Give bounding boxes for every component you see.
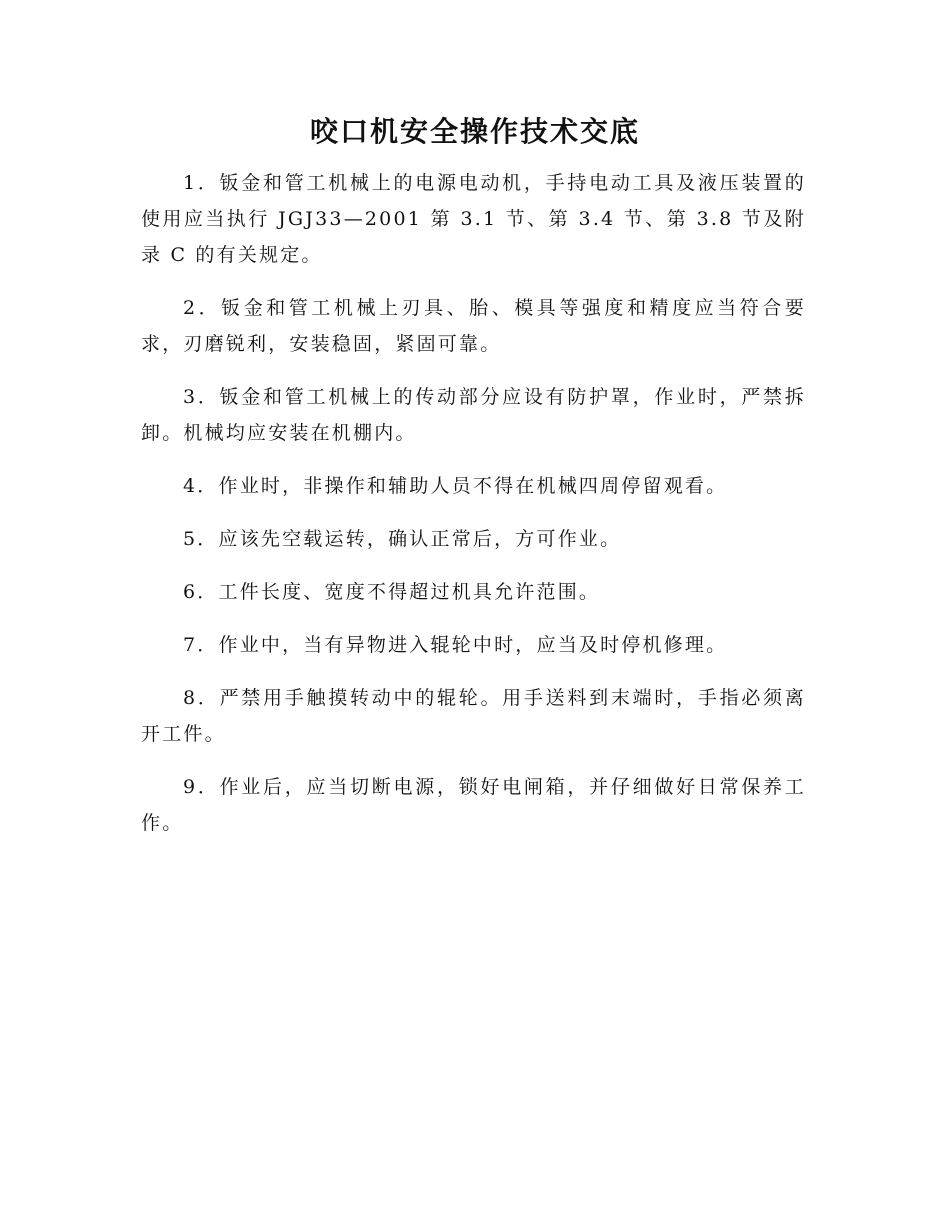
paragraph-5: 5．应该先空载运转，确认正常后，方可作业。: [183, 528, 622, 550]
paragraph-9: 9．作业后，应当切断电源，锁好电闸箱，并仔细做好日常保养工作。: [141, 776, 806, 834]
document-body: [141, 165, 806, 858]
paragraph-3: 3．钣金和管工机械上的传动部分应设有防护罩，作业时，严禁拆卸。机械均应安装在机棚内。: [141, 386, 806, 444]
paragraph-2: 2．钣金和管工机械上刃具、胎、模具等强度和精度应当符合要求，刃磨锐利，安装稳固，紧固可靠。: [141, 297, 806, 355]
paragraph-7: 7．作业中，当有异物进入辊轮中时，应当及时停机修理。: [183, 634, 728, 656]
paragraph-1: 1．钣金和管工机械上的电源电动机，手持电动工具及液压装置的使用应当执行 JGJ33—2001 第 3.1 节、第 3.4 节、第 3.8 节及附录 C 的有关规定。: [141, 172, 806, 266]
document-title: 咬口机安全操作技术交底: [309, 115, 640, 148]
paragraph-6: 6．工件长度、宽度不得超过机具允许范围。: [183, 581, 601, 603]
paragraph-8: 8．严禁用手触摸转动中的辊轮。用手送料到末端时，手指必须离开工件。: [141, 687, 806, 745]
paragraph-4: 4．作业时，非操作和辅助人员不得在机械四周停留观看。: [183, 475, 728, 497]
